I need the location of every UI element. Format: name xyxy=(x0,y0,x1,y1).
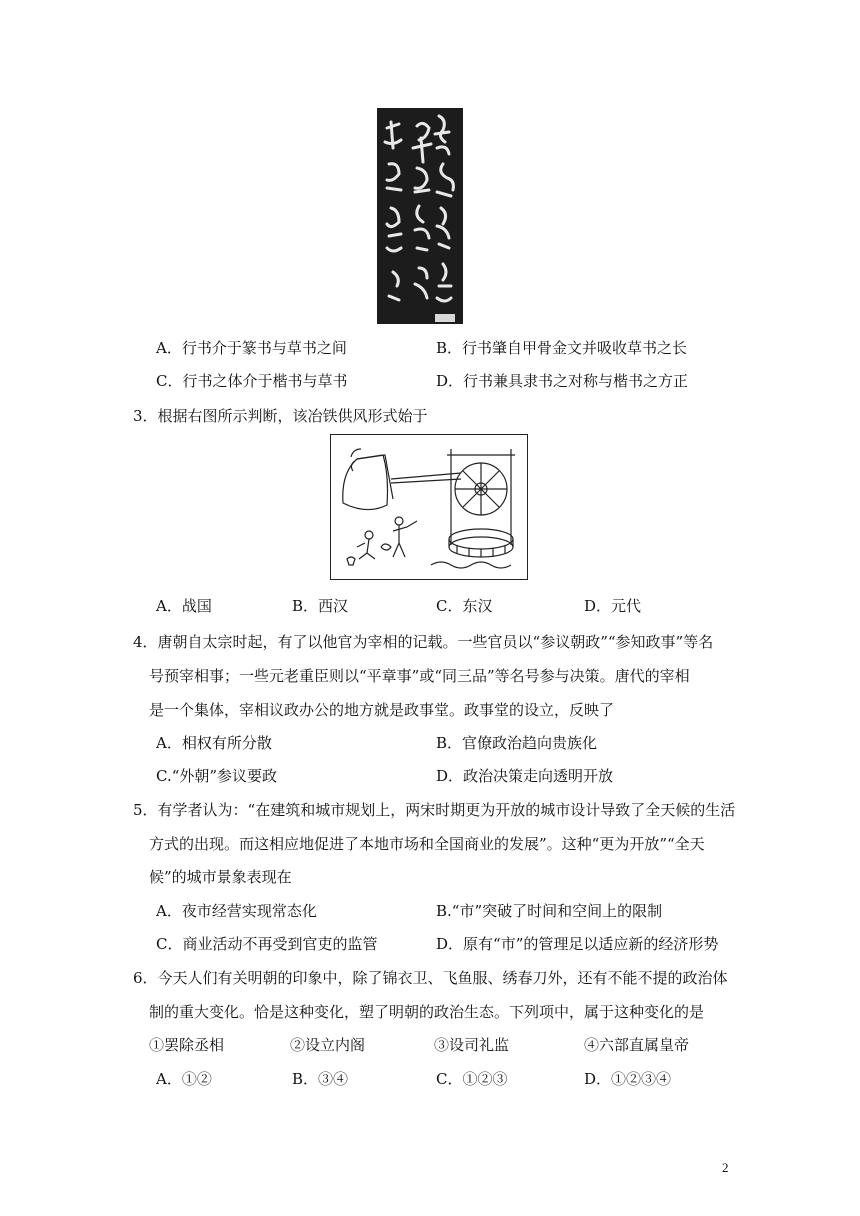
q6-option-c: C．①②③ xyxy=(436,1070,508,1088)
q6-item-1: ①罢除丞相 xyxy=(149,1036,225,1054)
q4-stem-line3: 是一个集体，宰相议政办公的地方就是政事堂。政事堂的设立，反映了 xyxy=(149,701,615,719)
q6-option-a: A．①② xyxy=(156,1070,212,1088)
q4-option-c: C.“外朝”参议要政 xyxy=(156,767,278,785)
q6-item-3: ③设司礼监 xyxy=(434,1036,510,1054)
q6-item-4: ④六部直属皇帝 xyxy=(584,1036,690,1054)
calligraphy-rubbing-image xyxy=(377,108,463,324)
q2-option-b: B．行书肇自甲骨金文并吸收草书之长 xyxy=(436,339,688,357)
q2-option-a: A．行书介于篆书与草书之间 xyxy=(156,339,347,357)
q6-stem-line1: 6．今天人们有关明朝的印象中，除了锦衣卫、飞鱼服、绣春刀外，还有不能不提的政治体 xyxy=(133,969,728,987)
page-number: 2 xyxy=(722,1160,729,1175)
q5-stem-line1: 5．有学者认为：“在建筑和城市规划上，两宋时期更为开放的城市设计导致了全天候的生活 xyxy=(133,801,736,819)
q5-option-a: A．夜市经营实现常态化 xyxy=(156,902,317,920)
q3-option-c: C．东汉 xyxy=(436,597,493,615)
q2-option-d: D．行书兼具隶书之对称与楷书之方正 xyxy=(436,372,689,390)
q3-option-d: D．元代 xyxy=(584,597,642,615)
q4-stem-line1: 4．唐朝自太宗时起，有了以他官为宰相的记载。一些官员以“参议朝政”“参知政事”等名 xyxy=(133,633,714,651)
q6-stem-line2: 制的重大变化。恰是这种变化，塑了明朝的政治生态。下列项中，属于这种变化的是 xyxy=(149,1003,705,1021)
q4-option-d: D．政治决策走向透明开放 xyxy=(436,767,614,785)
q6-option-d: D．①②③④ xyxy=(584,1070,672,1088)
q3-stem: 3．根据右图所示判断，该冶铁供风形式始于 xyxy=(133,407,428,425)
q3-option-b: B．西汉 xyxy=(292,597,349,615)
q4-stem-line2: 号预宰相事；一些元老重臣则以“平章事”或“同三品”等名号参与决策。唐代的宰相 xyxy=(149,667,690,685)
q3-option-a: A．战国 xyxy=(156,597,212,615)
q5-option-c: C．商业活动不再受到官吏的监管 xyxy=(156,935,378,953)
calligraphy-rubbing-graphic xyxy=(377,108,463,324)
q4-option-b: B．官僚政治趋向贵族化 xyxy=(436,734,598,752)
q5-option-d: D．原有“市”的管理足以适应新的经济形势 xyxy=(436,935,719,953)
q5-option-b: B.“市”突破了时间和空间上的限制 xyxy=(436,902,663,920)
q5-stem-line3: 候”的城市景象表现在 xyxy=(149,868,292,886)
q6-item-2: ②设立内阁 xyxy=(290,1036,366,1054)
q2-option-c: C．行书之体介于楷书与草书 xyxy=(156,372,348,390)
smelting-illustration-graphic xyxy=(331,435,526,578)
q4-option-a: A．相权有所分散 xyxy=(156,734,272,752)
q5-stem-line2: 方式的出现。而这相应地促进了本地市场和全国商业的发展”。这种“更为开放”“全天 xyxy=(149,835,705,853)
iron-smelting-bellows-image xyxy=(330,434,528,580)
q6-option-b: B．③④ xyxy=(292,1070,349,1088)
